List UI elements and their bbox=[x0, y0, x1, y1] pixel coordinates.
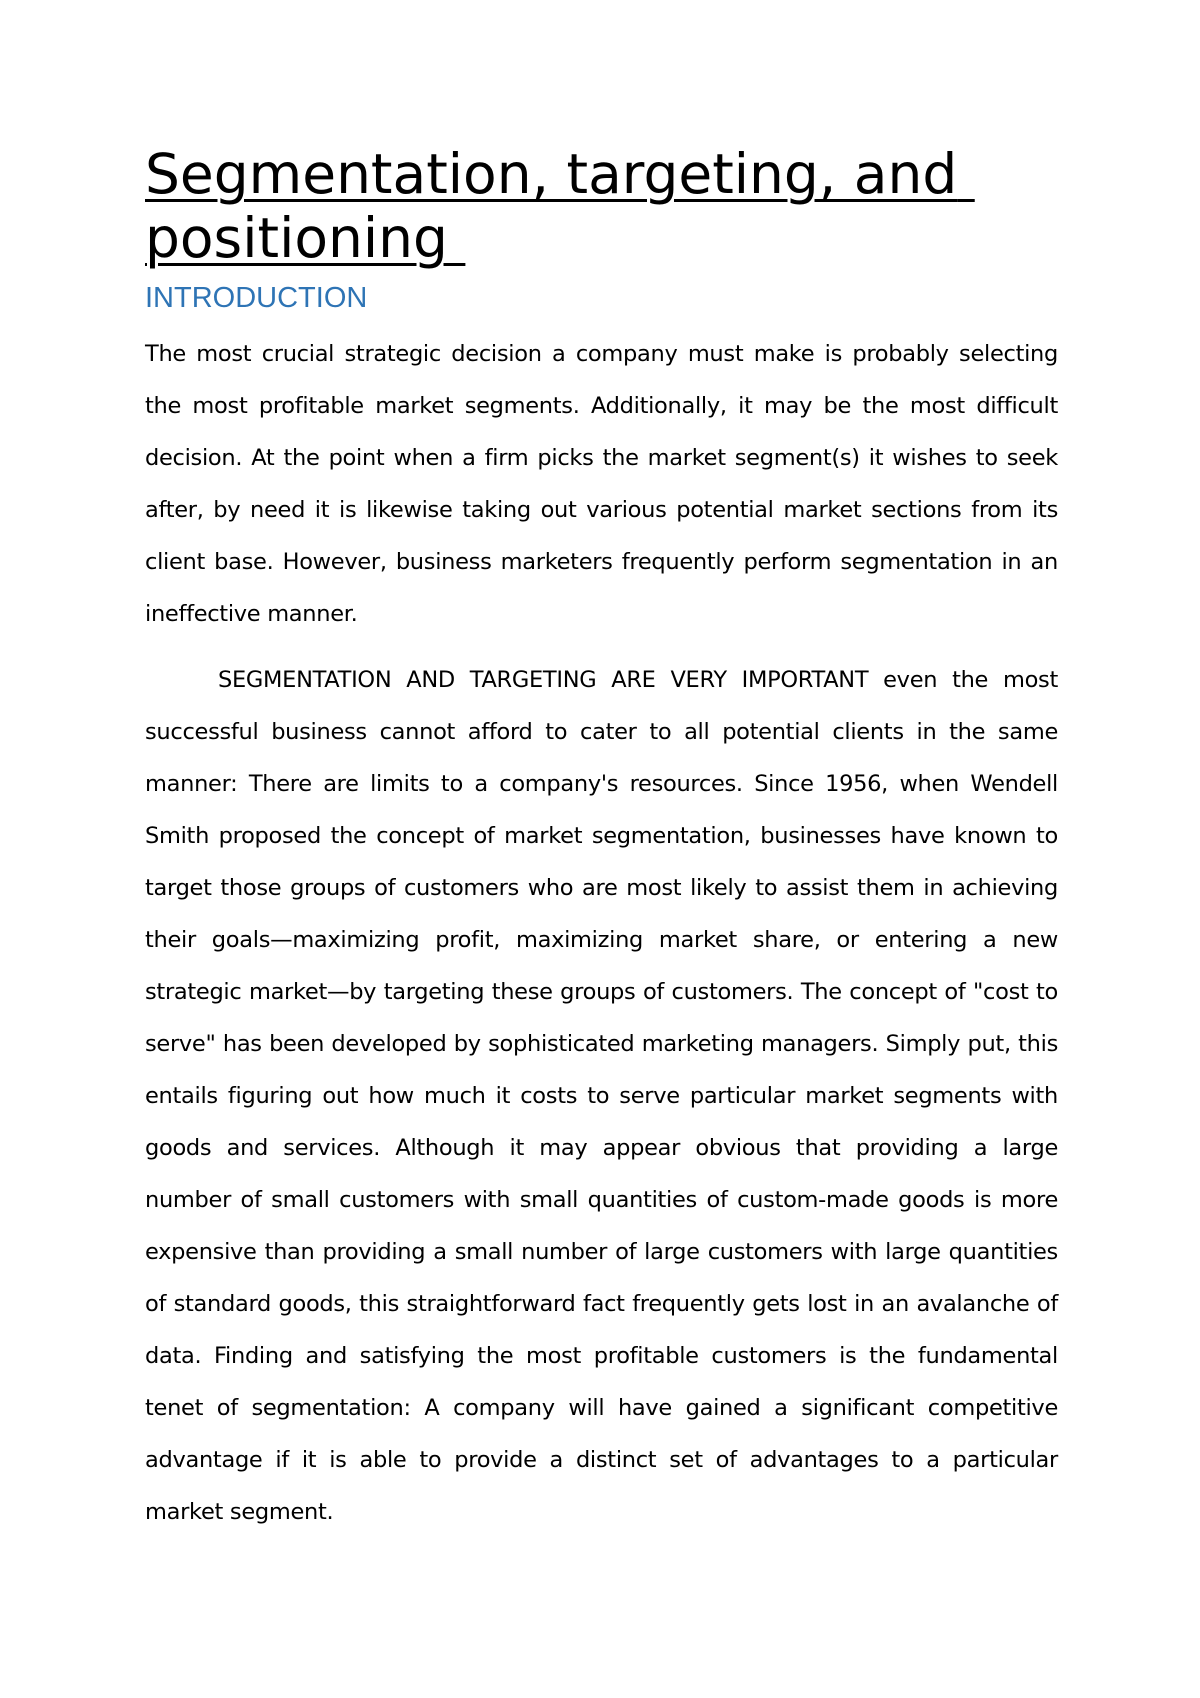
document-body bbox=[145, 142, 1058, 1538]
paragraph-segmentation: SEGMENTATION AND TARGETING ARE VERY IMPORTANT even the most successful business cannot afford to cater to all potential clients in the same manner: There are limits to a company's resources. Since 1956, when Wendell Smith proposed the concept of market segmentation, businesses have known to target those groups of customers who are most likely to assist them in achieving their goals—maximizing profit, maximizing market share, or entering a new strategic market—by targeting these groups of customers. The concept of "cost to serve" has been developed by sophisticated marketing managers. Simply put, this entails figuring out how much it costs to serve particular market segments with goods and services. Although it may appear obvious that providing a large number of small customers with small quantities of custom-made goods is more expensive than providing a small number of large customers with large quantities of standard goods, this straightforward fact frequently gets lost in an avalanche of data. Finding and satisfying the most profitable customers is the fundamental tenet of segmentation: A company will have gained a significant competitive advantage if it is able to provide a distinct set of advantages to a particular market segment. bbox=[145, 667, 1058, 1525]
document-title: Segmentation, targeting, and positioning bbox=[145, 142, 975, 270]
section-heading-introduction: INTRODUCTION bbox=[145, 282, 368, 314]
paragraph-intro: The most crucial strategic decision a company must make is probably selecting the most profitable market segments. Additionally, it may be the most difficult decision. At the point when a firm picks the market segment(s) it wishes to seek after, by need it is likewise taking out various potential market sections from its client base. However, business marketers frequently perform segmentation in an ineffective manner. bbox=[145, 341, 1058, 627]
